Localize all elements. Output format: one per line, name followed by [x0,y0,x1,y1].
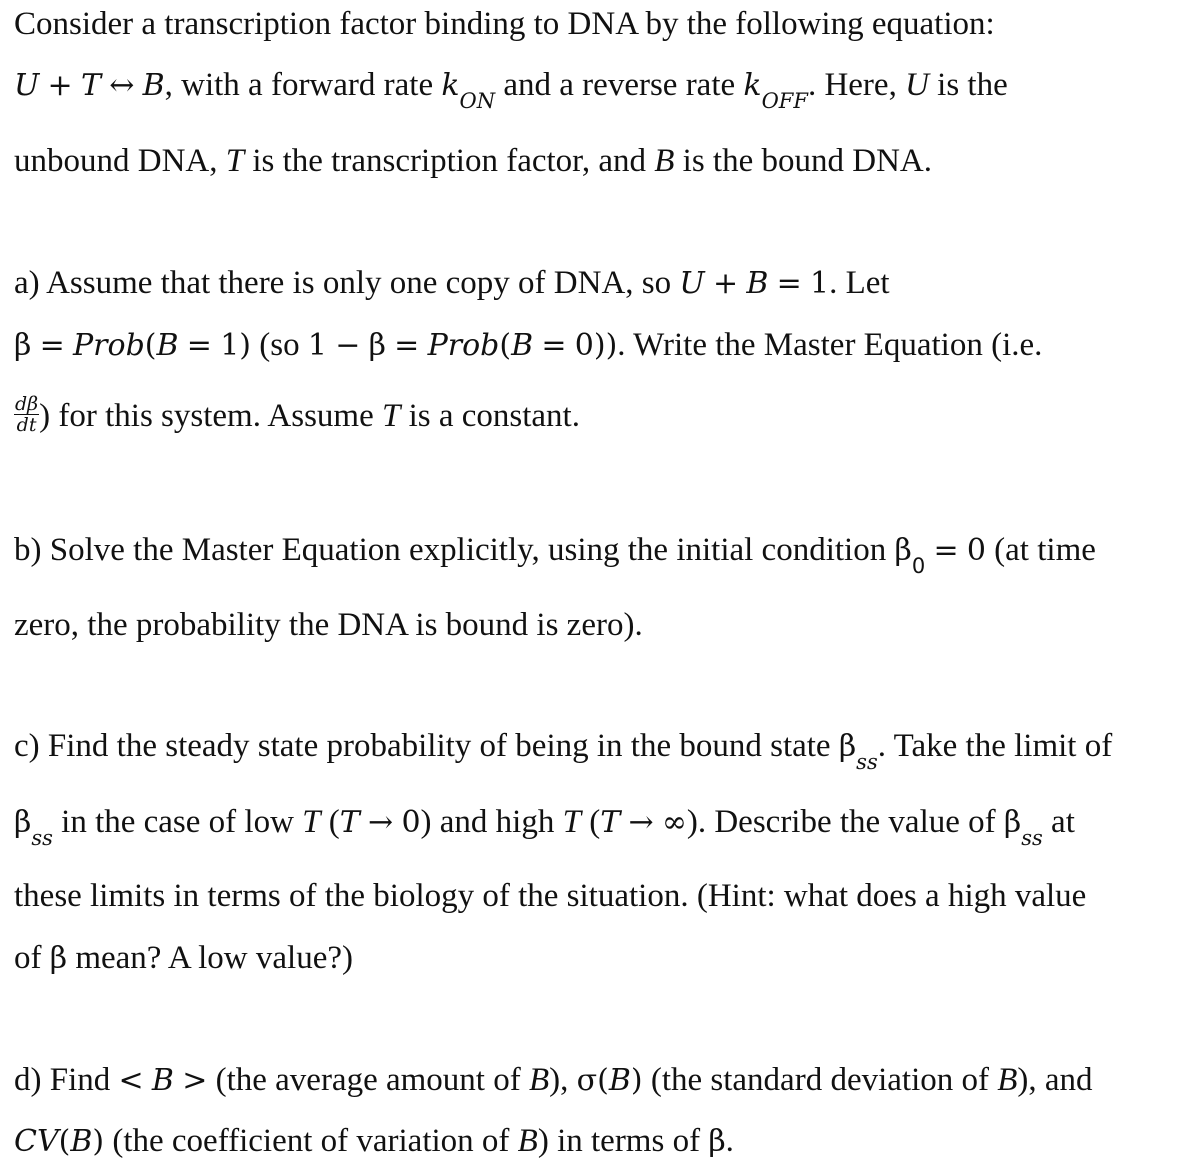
math-beta: β [14,805,32,840]
math-paren: ( [58,1124,71,1159]
text: a) Assume that there is only one copy of DNA, so [14,265,680,301]
text: (the standard deviation of [642,1062,998,1098]
text: . Write the Master Equation (i.e. [617,327,1043,363]
text: (so [251,327,308,363]
math-equals: = [933,533,959,568]
math-k-off: k [743,68,762,103]
math-paren: ( [499,328,512,363]
math-U: U [679,266,705,301]
italic-B: B [517,1123,538,1159]
math-cv: CV [14,1124,59,1159]
text: . Here, [807,67,906,103]
text: at [1042,804,1075,840]
italic-U: U [905,67,929,103]
text: of [14,940,50,976]
math-equals: = [541,328,567,363]
text: is the [928,67,1008,103]
text: . [725,1123,734,1159]
subscript-on: ON [459,89,496,113]
intro-line-2 [14,65,1008,113]
text: ), [549,1062,577,1098]
subscript-ss: ss [1021,826,1043,850]
math-beta: β [894,533,912,568]
math-paren: ) [630,1063,643,1098]
math-beta: β [838,729,857,764]
text: ) and high [420,804,563,840]
math-plus: + [47,68,73,103]
text: is the transcription factor, and [244,143,655,179]
italic-B: B [997,1062,1018,1098]
intro-line-1 [14,4,995,44]
math-one: 1 [810,266,830,301]
text: c) Find the steady state probability of being in the bound state [14,728,839,764]
subscript-off: OFF [761,89,808,113]
math-beta: β [708,1124,726,1159]
text: ( [320,804,340,840]
math-paren: )) [593,328,618,363]
text: , with a forward rate [164,67,442,103]
text: is a constant. [400,398,580,434]
math-T: T [339,805,360,840]
part-a-line-3 [14,392,580,439]
math-sigma: σ [576,1063,598,1098]
italic-T: T [225,143,245,179]
math-T: T [600,805,621,840]
part-d-line-1 [14,1060,1093,1101]
italic-T: T [302,804,321,840]
math-arrow: → [628,805,654,840]
part-c-line-3 [14,876,1086,916]
part-b-line-1 [14,530,1096,578]
math-B: B [70,1124,93,1159]
math-zero: 0 [401,805,421,840]
part-c-line-1 [14,726,1113,774]
math-greater-than: > [182,1063,208,1098]
math-prob: Prob [427,328,500,363]
math-minus: − [335,328,361,363]
text: unbound DNA, [14,143,226,179]
math-B: B [151,1063,174,1098]
math-beta: β [49,941,68,976]
math-paren: ( [144,328,157,363]
math-beta: β [1003,805,1022,840]
part-c-line-4 [14,938,353,979]
part-a-line-2 [14,325,1042,366]
math-zero: 0 [966,533,986,568]
text: (at time [985,532,1096,568]
math-paren: ) [92,1124,105,1159]
text: (the average amount of [207,1062,529,1098]
math-U: U [14,68,40,103]
italic-T: T [562,804,581,840]
text: and a reverse rate [495,67,744,103]
text: zero, the probability the DNA is bound is zero). [14,607,643,643]
math-paren: ) [239,328,251,363]
math-infinity: ∞ [661,805,687,840]
italic-B: B [528,1062,550,1098]
math-one: 1 [307,328,327,363]
math-equals: = [186,328,212,363]
part-d-line-2 [14,1121,734,1162]
math-B: B [608,1063,631,1098]
math-equals: = [39,328,65,363]
fraction-denominator: dt [16,413,37,436]
italic-T: T [381,398,401,434]
math-equals: = [776,266,802,301]
text: is the bound DNA. [674,143,932,179]
fraction-numerator: dβ [15,392,39,415]
subscript-zero: 0 [911,554,926,578]
fraction-dbeta-dt [14,394,39,435]
subscript-ss: ss [31,826,53,850]
part-c-line-2 [14,802,1075,850]
text: ). Describe the value of [686,804,1004,840]
text: ) in terms of [537,1123,709,1159]
math-equals: = [394,328,420,363]
math-B: B [746,266,769,301]
subscript-ss: ss [856,750,878,774]
text: . Let [829,265,890,301]
math-beta: β [14,328,32,363]
math-arrow: → [368,805,394,840]
text: b) Solve the Master Equation explicitly, using the initial condition [14,532,895,568]
text: these limits in terms of the biology of the situation. (Hint: what does a high value [14,878,1087,914]
math-arrow: ↔ [109,68,135,103]
intro-line-3 [14,141,932,181]
text: mean? A low value?) [67,940,353,976]
math-plus: + [712,266,739,301]
text: Consider a transcription factor binding to DNA by the following equation: [14,6,995,42]
text: ), and [1017,1062,1093,1098]
math-paren: ( [597,1063,609,1098]
text: in the case of low [52,804,303,840]
text: (the coefficient of variation of [104,1123,518,1159]
math-B: B [142,68,165,103]
text: . Take the limit of [877,728,1113,764]
math-k-on: k [441,68,460,103]
math-T: T [80,68,101,103]
math-beta: β [368,328,386,363]
math-prob: Prob [72,328,145,363]
text: d) Find [14,1062,119,1098]
math-B: B [511,328,534,363]
text: ( [580,804,601,840]
math-zero: 0 [574,328,594,363]
math-less-than: < [118,1063,144,1098]
math-B: B [156,328,179,363]
text: ) for this system. Assume [39,398,382,434]
italic-B: B [654,143,675,179]
part-b-line-2 [14,605,643,645]
math-one: 1 [220,328,240,363]
part-a-line-1 [14,263,890,304]
